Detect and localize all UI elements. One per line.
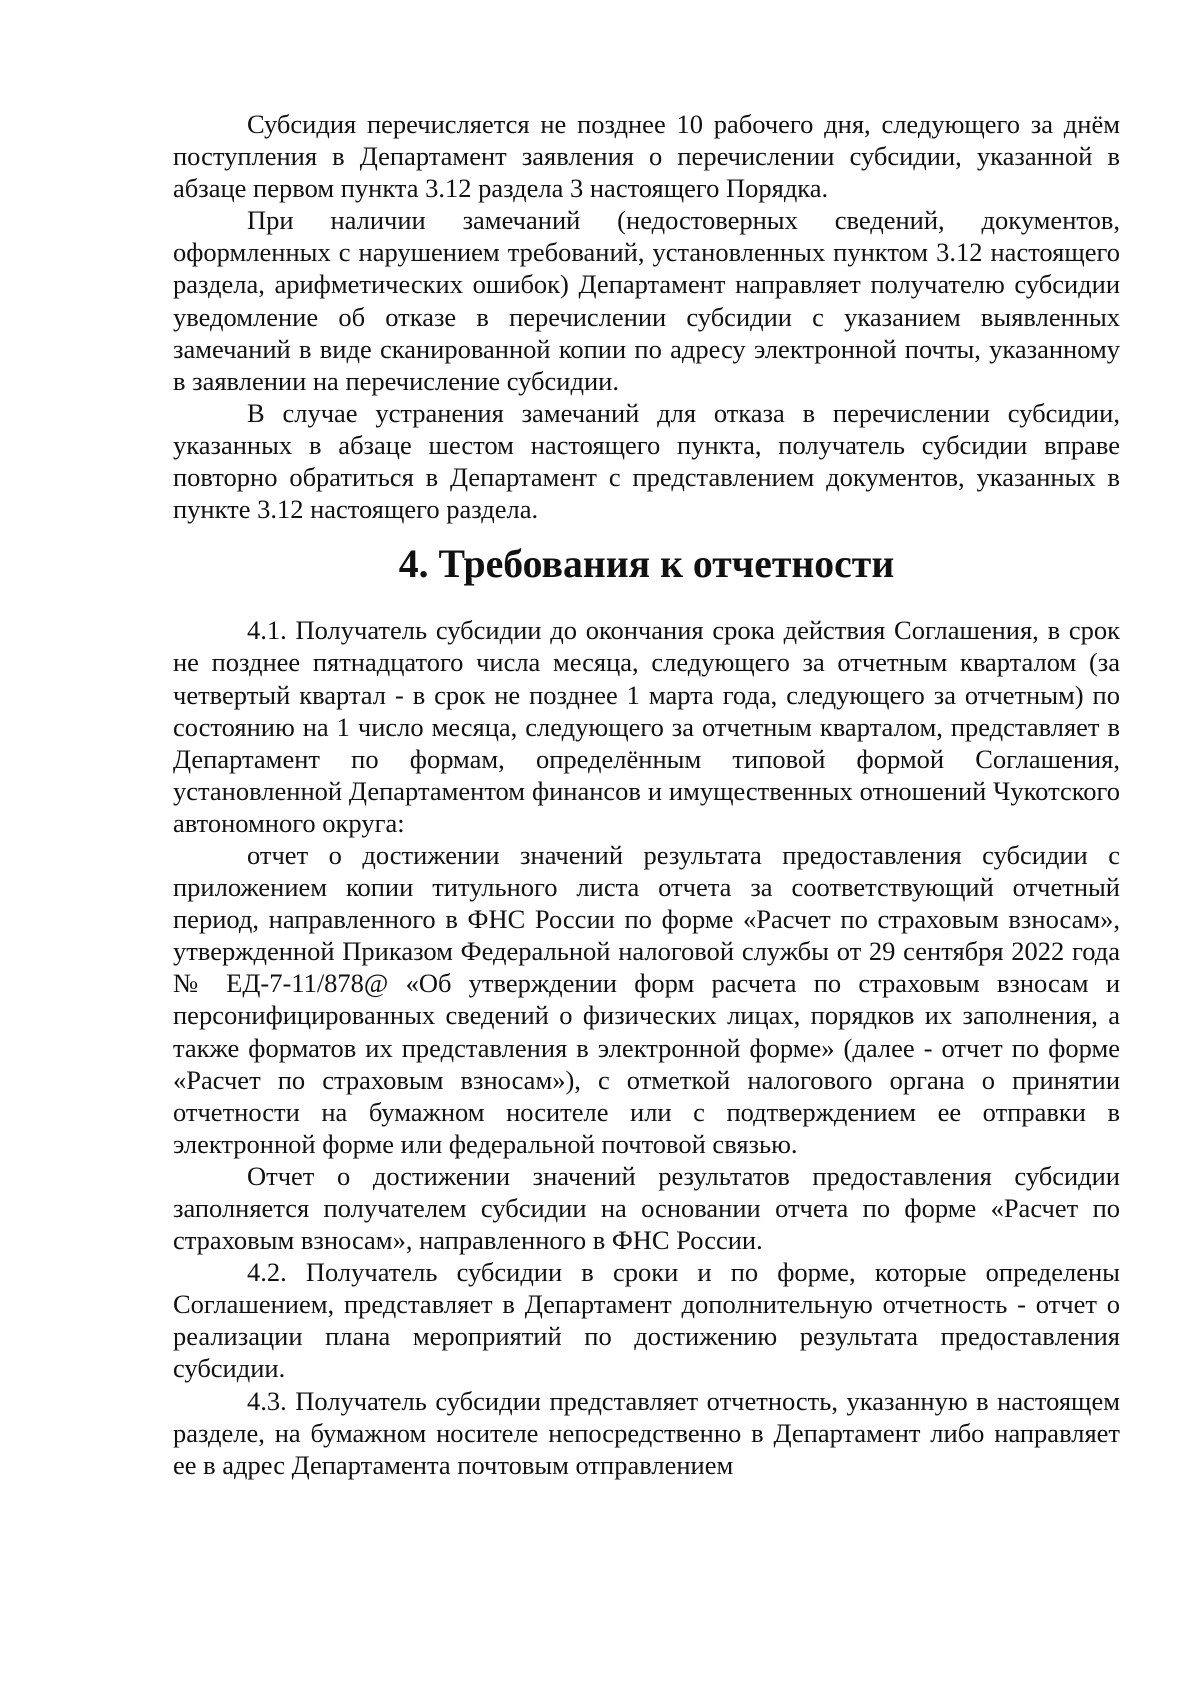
paragraph-subsidy-transfer-deadline: Субсидия перечисляется не позднее 10 рабочего дня, следующего за днём поступления в Департамент заявления о перечислении субсидии, указанной в абзаце первом пункта 3.12 раздела 3 настоящего Порядка. — [173, 109, 1120, 204]
paragraph-4-2: 4.2. Получатель субсидии в сроки и по форме, которые определены Соглашением, представляет в Департамент дополнительную отчетность - отчет о реализации плана мероприятий по достижению результата предоставления субсидии. — [173, 1257, 1120, 1384]
section-heading-reporting-requirements: 4. Требования к отчетности — [398, 542, 895, 587]
document-page — [173, 108, 1120, 1481]
paragraph-resubmission: В случае устранения замечаний для отказа в перечислении субсидии, указанных в абзаце шестом настоящего пункта, получатель субсидии вправе повторно обратиться в Департамент с представлением документов, указанных в пункте 3.12 настоящего раздела. — [173, 397, 1120, 525]
paragraph-report-on-results: отчет о достижении значений результата предоставления субсидии с приложением копии титульного листа отчета за соответствующий отчетный период, направленного в ФНС России по форме «Расчет по страховым взносам», утвержденной Приказом Федеральной налоговой службы от 29 сентября 2022 года № ЕД-7-11/878@ «Об утверждении форм расчета по страховым взносам и персонифицированных сведений о физических лицах, порядков их заполнения, а также форматов их представления в электронной форме» (далее - отчет по форме «Расчет по страховым взносам»), с отметкой налогового органа о принятии отчетности на бумажном носителе или с подтверждением ее отправки в электронной форме или федеральной почтовой связью. — [173, 839, 1120, 1159]
paragraph-remarks-refusal: При наличии замечаний (недостоверных сведений, документов, оформленных с нарушением требований, установленных пунктом 3.12 настоящего раздела, арифметических ошибок) Департамент направляет получателю субсидии уведомление об отказе в перечислении субсидии с указанием выявленных замечаний в виде сканированной копии по адресу электронной почты, указанному в заявлении на перечисление субсидии. — [173, 205, 1120, 396]
paragraph-4-1: 4.1. Получатель субсидии до окончания срока действия Соглашения, в срок не позднее пятнадцатого числа месяца, следующего за отчетным кварталом (за четвертый квартал - в срок не позднее 1 марта года, следующего за отчетным) по состоянию на 1 число месяца, следующего за отчетным кварталом, представляет в Департамент по формам, определённым типовой формой Соглашения, установленной Департаментом финансов и имущественных отношений Чукотского автономного округа: — [173, 615, 1120, 838]
paragraph-report-filling: Отчет о достижении значений результатов предоставления субсидии заполняется получателем субсидии на основании отчета по форме «Расчет по страховым взносам», направленного в ФНС России. — [173, 1160, 1120, 1256]
paragraph-4-3: 4.3. Получатель субсидии представляет отчетность, указанную в настоящем разделе, на бумажном носителе непосредственно в Департамент либо направляет ее в адрес Департамента почтовым отправлением — [173, 1385, 1120, 1480]
